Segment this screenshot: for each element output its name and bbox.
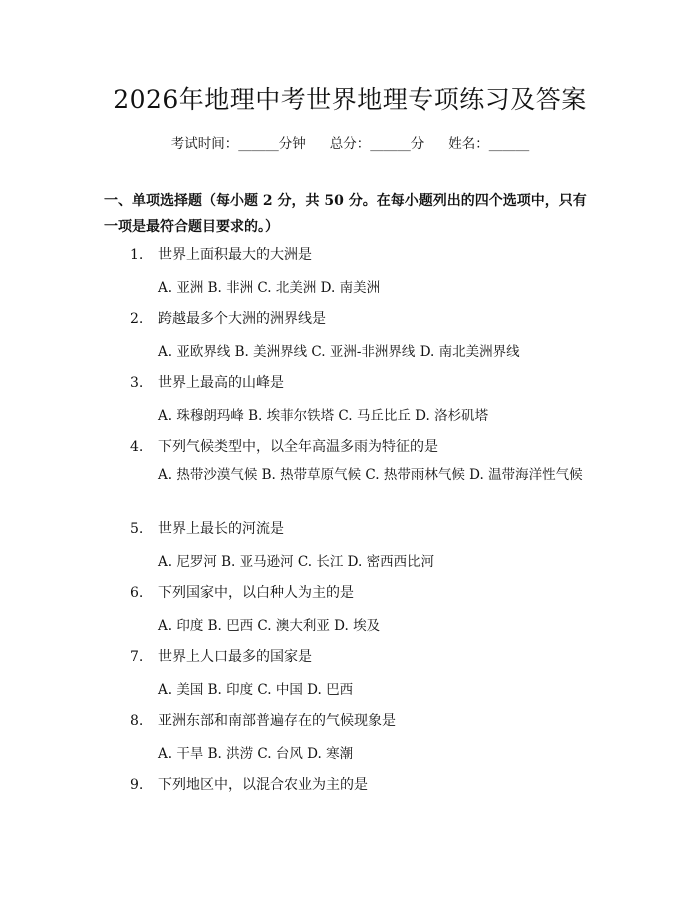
student-name-field: 姓名：______ bbox=[448, 136, 530, 152]
question-text: 世界上最高的山峰是 bbox=[158, 375, 284, 391]
question-options: A. 印度 B. 巴西 C. 澳大利亚 D. 埃及 bbox=[158, 618, 381, 634]
question-text: 下列地区中，以混合农业为主的是 bbox=[158, 777, 368, 793]
exam-meta-line bbox=[0, 132, 700, 152]
question bbox=[130, 518, 284, 538]
question bbox=[130, 582, 354, 602]
question-text: 亚洲东部和南部普遍存在的气候现象是 bbox=[158, 713, 396, 729]
question bbox=[130, 308, 326, 328]
question-number: 1. bbox=[130, 247, 144, 263]
question-text: 世界上最长的河流是 bbox=[158, 521, 284, 537]
question-number: 6. bbox=[130, 585, 144, 601]
question-number: 7. bbox=[130, 649, 144, 665]
section-heading-single-choice: 一、单项选择题（每小题 2 分，共 50 分。在每小题列出的四个选项中，只有一项是最符合题目要求的。） bbox=[104, 193, 587, 235]
page-title: 2026年地理中考世界地理专项练习及答案 bbox=[113, 85, 587, 114]
question bbox=[130, 710, 396, 730]
question-number: 2. bbox=[130, 311, 144, 327]
question-options: A. 亚欧界线 B. 美洲界线 C. 亚洲-非洲界线 D. 南北美洲界线 bbox=[158, 344, 520, 360]
question-number: 8. bbox=[130, 713, 144, 729]
question-number: 4. bbox=[130, 439, 144, 455]
question-number: 3. bbox=[130, 375, 144, 391]
exam-time-field: 考试时间：______分钟 bbox=[170, 136, 306, 152]
question-options: A. 亚洲 B. 非洲 C. 北美洲 D. 南美洲 bbox=[158, 280, 381, 296]
question-options: A. 干旱 B. 洪涝 C. 台风 D. 寒潮 bbox=[158, 746, 354, 762]
question-options: A. 美国 B. 印度 C. 中国 D. 巴西 bbox=[158, 682, 354, 698]
question-text: 世界上人口最多的国家是 bbox=[158, 649, 312, 665]
question-text: 跨越最多个大洲的洲界线是 bbox=[158, 311, 326, 327]
question bbox=[130, 436, 438, 456]
question-text: 下列气候类型中，以全年高温多雨为特征的是 bbox=[158, 439, 438, 455]
question-text: 下列国家中，以白种人为主的是 bbox=[158, 585, 354, 601]
question bbox=[130, 244, 312, 264]
question-options: A. 热带沙漠气候 B. 热带草原气候 C. 热带雨林气候 D. 温带海洋性气候 bbox=[158, 467, 583, 483]
total-score-field: 总分：______分 bbox=[329, 136, 425, 152]
question-text: 世界上面积最大的大洲是 bbox=[158, 247, 312, 263]
question-options: A. 珠穆朗玛峰 B. 埃菲尔铁塔 C. 马丘比丘 D. 洛杉矶塔 bbox=[158, 408, 489, 424]
question bbox=[130, 646, 312, 666]
question-number: 5. bbox=[130, 521, 144, 537]
question bbox=[130, 774, 368, 794]
question-options: A. 尼罗河 B. 亚马逊河 C. 长江 D. 密西西比河 bbox=[158, 554, 435, 570]
question bbox=[130, 372, 284, 392]
question-number: 9. bbox=[130, 777, 144, 793]
